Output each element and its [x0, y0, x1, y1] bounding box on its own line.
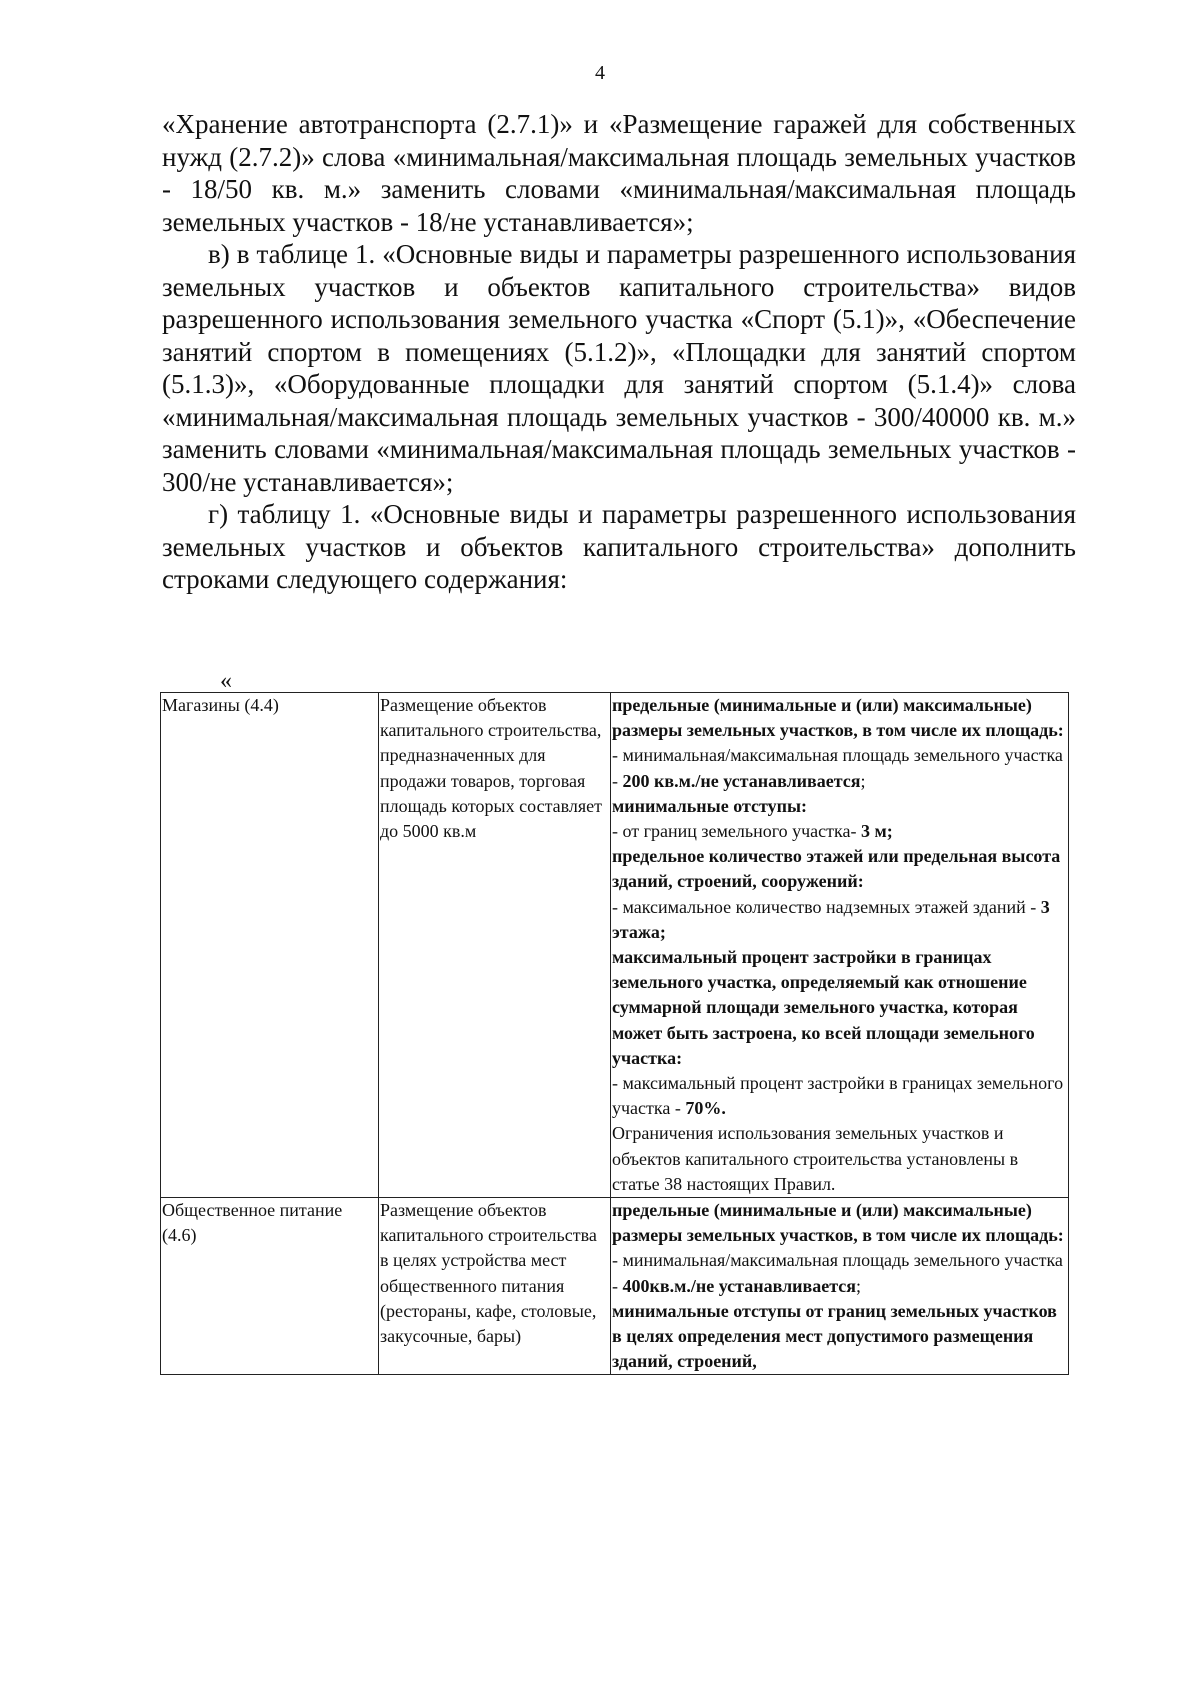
param-line: [612, 743, 1067, 793]
param-value: 3 м;: [861, 821, 893, 842]
param-text: максимальный процент застройки в границах земельного участка, определяемый как отношение суммарной площади земельного участка, которая может быть застроена, ко всей площади земельного участка:: [612, 947, 1035, 1068]
param-text: - от границ земельного участка-: [612, 821, 861, 842]
use-description-cell: Размещение объектов капитального строительства в целях устройства мест общественного питания (рестораны, кафе, столовые, закусочные, бары): [379, 1198, 611, 1375]
param-text: - максимальный процент застройки в границах земельного участка -: [612, 1073, 1064, 1119]
param-text: - минимальная/максимальная площадь земельного участка -: [612, 745, 1063, 791]
use-parameters-cell: [611, 693, 1069, 1198]
param-text: Ограничения использования земельных участков и объектов капитального строительства установлены в статье 38 настоящих Правил.: [612, 1123, 1019, 1194]
land-use-table: [160, 692, 1069, 1375]
table-row: [161, 693, 1069, 1198]
param-text: минимальные отступы:: [612, 795, 808, 816]
use-description-cell: Размещение объектов капитального строительства, предназначенных для продажи товаров, торговая площадь которых составляет до 5000 кв.м: [379, 693, 611, 1198]
param-text: - минимальная/максимальная площадь земельного участка -: [612, 1250, 1063, 1296]
use-type-cell: Магазины (4.4): [161, 693, 379, 1198]
param-line: [612, 1071, 1067, 1121]
param-line: [612, 895, 1067, 945]
param-line: [612, 1248, 1067, 1298]
page-number: 4: [595, 62, 605, 84]
table-row: [161, 1198, 1069, 1375]
document-body: [162, 108, 1076, 596]
param-text: минимальные отступы от границ земельных участков в целях определения мест допустимого размещения зданий, строений,: [612, 1300, 1057, 1372]
param-text: ;: [860, 770, 866, 791]
use-type-cell: Общественное питание (4.6): [161, 1198, 379, 1375]
param-text: - максимальное количество надземных этажей зданий -: [612, 896, 1041, 917]
param-value: 70%.: [685, 1098, 726, 1119]
paragraph-sport-amendment: в) в таблице 1. «Основные виды и параметры разрешенного использования земельных участков и объектов капитального строительства» видов разрешенного использования земельного участка «Спорт (5.1)», «Обеспечение занятий спортом в помещениях (5.1.2)», «Площадки для занятий спортом (5.1.3)», «Оборудованные площадки для занятий спортом (5.1.4)» слова «минимальная/максимальная площадь земельных участков - 300/40000 кв. м.» заменить словами «минимальная/максимальная площадь земельных участков - 300/не устанавливается»;: [162, 239, 1076, 497]
param-value: 400кв.м./не устанавливается: [622, 1275, 857, 1296]
param-text: ;: [856, 1275, 862, 1296]
param-value: 3 этажа;: [612, 896, 1050, 942]
param-text: предельные (минимальные и (или) максимальные) размеры земельных участков, в том числе их площадь:: [612, 1200, 1064, 1246]
opening-quote-mark: «: [220, 668, 232, 694]
use-parameters-cell: [611, 1198, 1069, 1375]
param-line: [612, 819, 1067, 844]
param-text: предельное количество этажей или предельная высота зданий, строений, сооружений:: [612, 846, 1061, 892]
paragraph-storage-garages: «Хранение автотранспорта (2.7.1)» и «Размещение гаражей для собственных нужд (2.7.2)» слова «минимальная/максимальная площадь земельных участков - 18/50 кв. м.» заменить словами «минимальная/максимальная площадь земельных участков - 18/не устанавливается»;: [162, 109, 1076, 237]
param-text: предельные (минимальные и (или) максимальные) размеры земельных участков, в том числе их площадь:: [612, 695, 1064, 741]
paragraph-table-addition: г) таблицу 1. «Основные виды и параметры разрешенного использования земельных участков и объектов капитального строительства» дополнить строками следующего содержания:: [162, 499, 1076, 594]
param-value: 200 кв.м./не устанавливается: [622, 770, 861, 791]
